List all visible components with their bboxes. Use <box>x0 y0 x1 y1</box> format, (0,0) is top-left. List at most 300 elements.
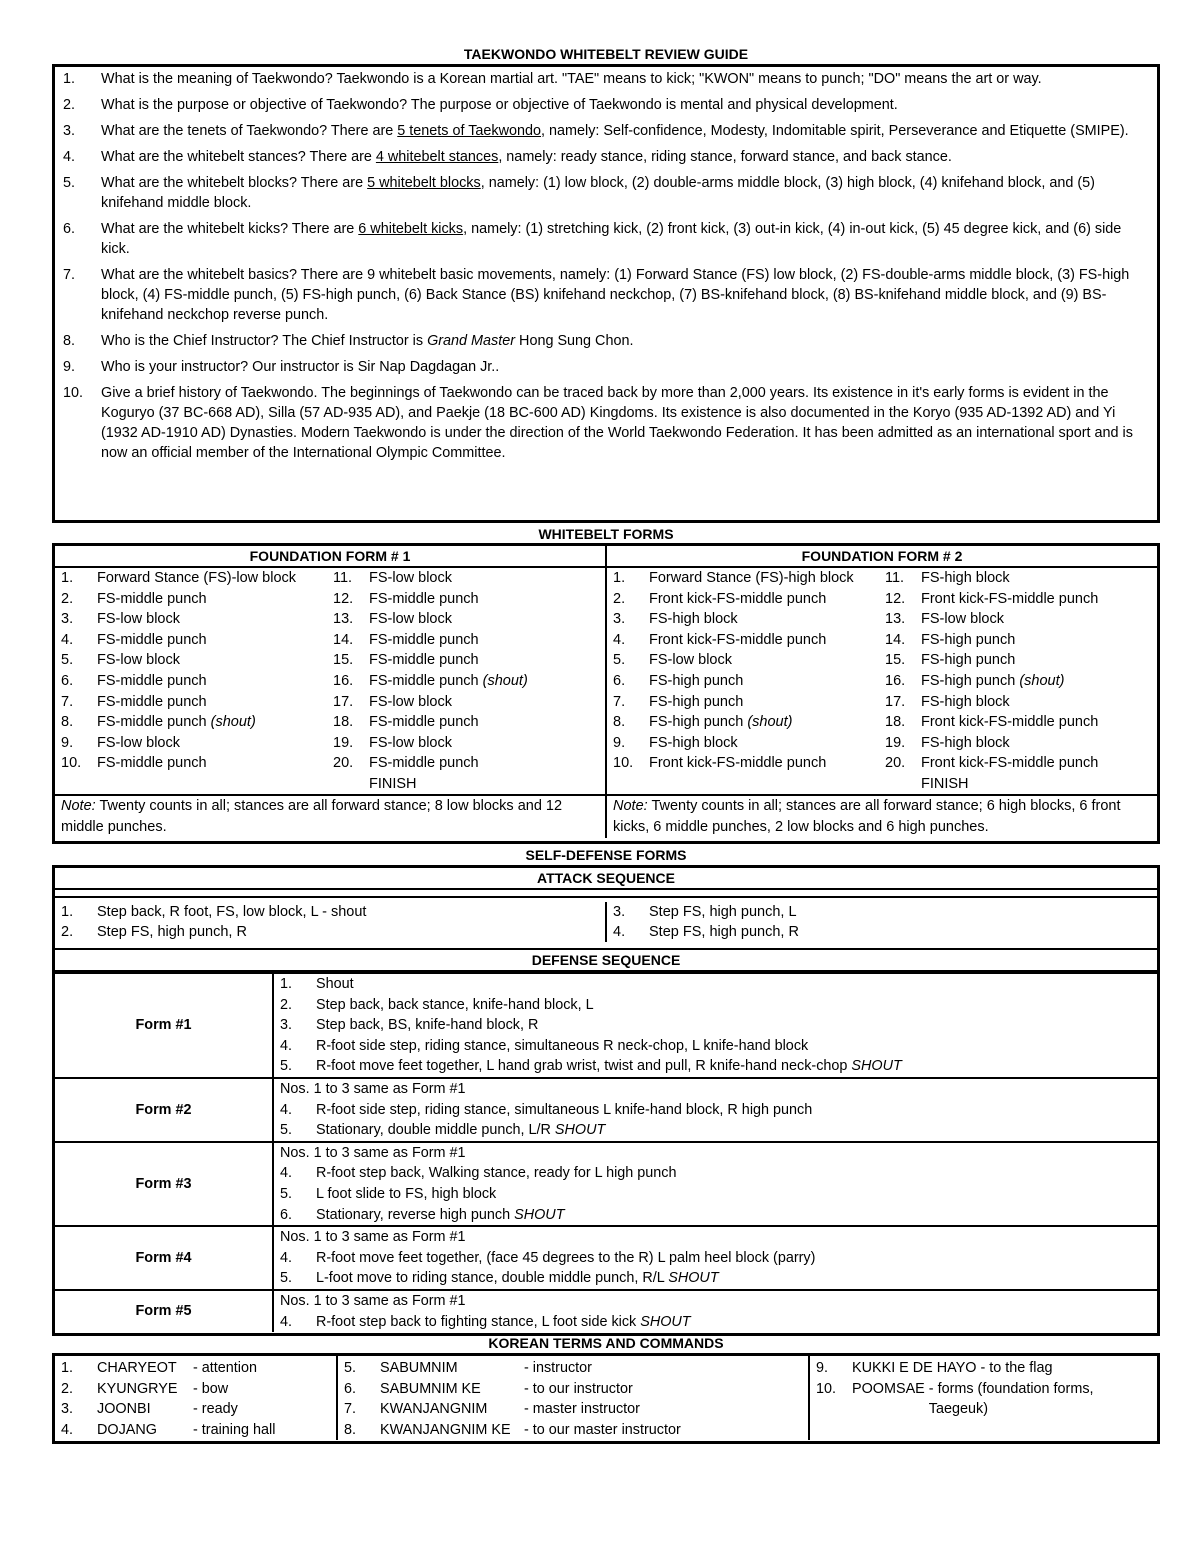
term-number: 9. <box>816 1360 829 1376</box>
underlined-count: 5 whitebelt blocks <box>367 175 481 191</box>
term-meaning: - master instructor <box>524 1401 640 1418</box>
step-number: 5. <box>280 1185 293 1202</box>
defense-form-name: Form #1 <box>55 973 273 1078</box>
defense-table <box>55 972 1157 1332</box>
step-text: R-foot move feet together, L hand grab wrist, twist and pull, R knife-hand neck-chop SHOUT <box>316 1058 902 1075</box>
defense-form-row <box>55 1226 1157 1290</box>
step-text: FS-high punch <box>921 631 1016 648</box>
step-text: Nos. 1 to 3 same as Form #1 <box>280 1144 466 1161</box>
step-number: 5. <box>61 652 74 669</box>
step-text: Step FS, high punch, R <box>649 924 799 940</box>
term-item <box>344 1399 802 1420</box>
form-column <box>885 568 1157 794</box>
defense-step <box>280 1268 1151 1289</box>
form-step <box>613 671 885 692</box>
form-column <box>613 568 885 794</box>
step-number: 1. <box>280 976 293 992</box>
form-step <box>61 671 333 692</box>
selfdef-title: SELF-DEFENSE FORMS <box>525 847 687 863</box>
step-text: FS-middle punch <box>97 672 207 689</box>
step-text: Front kick-FS-middle punch <box>649 590 827 607</box>
defense-form-steps <box>273 1290 1157 1332</box>
question-number: 7. <box>63 267 76 283</box>
question-text: What are the whitebelt basics? There are 9 whitebelt basic movements, namely: (1) Forward Stance (FS) low block, (2) FS-double-arms middle block, (3) FS-high block, (4) FS-middle punch, (5) FS-high punch, (6) Back Stance (BS) knifehand neckchop, (7) BS-knifehand block, (8) BS-knifehand middle block, and (9) BS-knifehand neckchop reverse punch. <box>101 267 1130 323</box>
defense-form-name: Form #3 <box>55 1142 273 1226</box>
form-step <box>333 753 605 774</box>
step-number: 15. <box>333 652 354 669</box>
attack-step <box>613 922 1157 942</box>
step-text: FS-high punch (shout) <box>921 672 1065 689</box>
question-text: What are the tenets of Taekwondo? There are 5 tenets of Taekwondo, namely: Self-confidence, Modesty, Indomitable spirit, Perseverance and Etiquette (SMIPE). <box>101 123 1129 139</box>
term-meaning: - to our instructor <box>524 1380 633 1397</box>
term-word: KWANJANGNIM KE <box>380 1421 511 1438</box>
term-word: KYUNGRYE <box>97 1380 178 1397</box>
shout-note: SHOUT <box>640 1313 691 1330</box>
defense-step <box>280 1015 1151 1036</box>
title-italic: Grand Master <box>427 333 516 349</box>
shout-note: SHOUT <box>851 1058 902 1075</box>
terms-column <box>809 1356 1157 1440</box>
step-text: FS-high punch (shout) <box>649 714 793 731</box>
form-step <box>333 589 605 610</box>
attack-step <box>613 902 1157 922</box>
form-step <box>333 671 605 692</box>
step-text: FS-middle punch <box>97 693 207 710</box>
form-step <box>885 568 1157 589</box>
forms-title: WHITEBELT FORMS <box>538 526 674 542</box>
step-number: 1. <box>613 570 626 586</box>
step-text: Step FS, high punch, L <box>649 904 797 920</box>
defense-form-name: Form #5 <box>55 1290 273 1332</box>
step-text: FS-low block <box>97 611 180 628</box>
question-number: 9. <box>63 359 76 375</box>
question-text: Who is the Chief Instructor? The Chief Instructor is Grand Master Hong Sung Chon. <box>101 333 634 349</box>
step-number: 3. <box>61 611 74 628</box>
step-text: Step FS, high punch, R <box>97 924 247 940</box>
question-text: What is the purpose or objective of Taekwondo? The purpose or objective of Taekwondo is mental and physical development. <box>101 97 898 113</box>
step-number: 3. <box>613 904 626 920</box>
step-number: 17. <box>885 693 906 710</box>
form-step <box>61 589 333 610</box>
step-text: FS-high punch <box>921 652 1016 669</box>
step-text: FS-middle punch (shout) <box>97 714 256 731</box>
defense-step <box>280 995 1151 1016</box>
form-step <box>613 589 885 610</box>
step-text: FS-high block <box>921 693 1010 710</box>
step-text: FS-middle punch <box>369 631 479 648</box>
term-word: DOJANG <box>97 1421 157 1438</box>
step-text: Shout <box>316 976 354 992</box>
step-text: Step back, back stance, knife-hand block, L <box>316 996 594 1013</box>
step-text: Stationary, double middle punch, L/R SHOUT <box>316 1122 606 1139</box>
question-text: What are the whitebelt stances? There are 4 whitebelt stances, namely: ready stance, riding stance, forward stance, and back stance. <box>101 149 952 165</box>
question-item <box>63 357 1153 377</box>
shout-note: (shout) <box>210 714 256 731</box>
step-number: 3. <box>613 611 626 628</box>
question-number: 8. <box>63 333 76 349</box>
form-step <box>61 692 333 713</box>
step-number: 6. <box>61 672 74 689</box>
step-text: R-foot side step, riding stance, simultaneous L knife-hand block, R high punch <box>316 1101 813 1118</box>
step-number: 10. <box>613 755 634 772</box>
defense-form-row <box>55 1078 1157 1142</box>
question-item <box>63 265 1153 325</box>
defense-form-steps <box>273 1226 1157 1290</box>
step-number: 20. <box>333 755 354 772</box>
question-text: Who is your instructor? Our instructor is Sir Nap Dagdagan Jr.. <box>101 359 500 375</box>
step-number: 16. <box>333 672 354 689</box>
term-number: 10. <box>816 1380 837 1397</box>
step-text: L foot slide to FS, high block <box>316 1185 497 1202</box>
form-step <box>61 733 333 754</box>
form-step <box>333 630 605 651</box>
question-item <box>63 331 1153 351</box>
attack-header: ATTACK SEQUENCE <box>55 868 1157 890</box>
term-meaning: - to the flag <box>980 1360 1053 1376</box>
term-number: 3. <box>61 1401 74 1418</box>
step-number: 8. <box>61 714 74 731</box>
step-text: Nos. 1 to 3 same as Form #1 <box>280 1080 466 1097</box>
shout-note: SHOUT <box>554 1122 606 1139</box>
form-step <box>613 650 885 671</box>
whitebelt-forms-box <box>52 543 1160 844</box>
korean-title: KOREAN TERMS AND COMMANDS <box>488 1335 724 1351</box>
term-number: 2. <box>61 1380 74 1397</box>
step-number: 6. <box>613 672 626 689</box>
step-text: Nos. 1 to 3 same as Form #1 <box>280 1292 466 1309</box>
form-step <box>613 568 885 589</box>
term-word: JOONBI <box>97 1401 151 1418</box>
form-column <box>61 568 333 794</box>
shout-note: SHOUT <box>514 1206 565 1223</box>
term-item <box>344 1379 802 1400</box>
step-text: FS-low block <box>369 693 452 710</box>
form-step <box>613 609 885 630</box>
step-number: 6. <box>280 1206 293 1223</box>
underlined-count: 5 tenets of Taekwondo <box>397 123 542 139</box>
term-word: CHARYEOT <box>97 1360 177 1376</box>
question-text: Give a brief history of Taekwondo. The beginnings of Taekwondo can be traced back by more than 2,000 years. Its existence in it's early forms is evident in the Koguryo (37 BC-668 AD), Silla (57 AD-935 AD), and Paekje (18 BC-600 AD) Kingdoms. Its existence is also documented in the Koryo (935 AD-1392 AD) and Yi (1932 AD-1910 AD) Dynasties. Modern Taekwondo is under the direction of the World Taekwondo Federation. It has been admitted as an international sport and is now an official member of the International Olympic Committee. <box>101 385 1133 461</box>
defense-step <box>280 1100 1151 1121</box>
question-number: 3. <box>63 123 76 139</box>
form-step <box>885 630 1157 651</box>
step-text: FS-high block <box>921 734 1010 751</box>
step-number: 12. <box>885 590 906 607</box>
step-text: Stationary, reverse high punch SHOUT <box>316 1206 565 1223</box>
question-item <box>63 121 1153 141</box>
step-number: 4. <box>280 1249 293 1266</box>
defense-form-steps <box>273 1078 1157 1142</box>
underlined-count: 6 whitebelt kicks <box>358 221 464 237</box>
question-item <box>63 383 1153 463</box>
term-number: 5. <box>344 1360 357 1376</box>
defense-step <box>280 1184 1151 1205</box>
step-text: FS-low block <box>97 734 180 751</box>
term-meaning: - training hall <box>193 1421 276 1438</box>
shout-note: (shout) <box>1019 672 1065 689</box>
step-number: 13. <box>333 611 354 628</box>
term-word: POOMSAE <box>852 1380 925 1397</box>
form-step <box>333 692 605 713</box>
step-text: FS-middle punch <box>97 631 207 648</box>
step-number: 3. <box>280 1017 293 1034</box>
form2-header: FOUNDATION FORM # 2 <box>605 546 1157 566</box>
question-item <box>63 147 1153 167</box>
step-number: 16. <box>885 672 906 689</box>
shout-note: (shout) <box>747 714 793 731</box>
step-number: 5. <box>613 652 626 669</box>
defense-step <box>280 1163 1151 1184</box>
korean-terms-box <box>52 1353 1160 1444</box>
term-meaning: - attention <box>193 1360 257 1376</box>
step-text: Forward Stance (FS)-high block <box>649 570 854 586</box>
term-item <box>61 1358 330 1379</box>
form-step <box>61 753 333 774</box>
defense-form-name: Form #4 <box>55 1226 273 1290</box>
question-number: 5. <box>63 175 76 191</box>
term-item <box>61 1399 330 1420</box>
step-number: 4. <box>280 1037 293 1054</box>
question-number: 4. <box>63 149 76 165</box>
defense-step <box>280 974 1151 995</box>
question-item <box>63 219 1153 259</box>
step-text: FINISH <box>369 775 417 792</box>
step-number: 20. <box>885 755 906 772</box>
step-text: FS-middle punch (shout) <box>369 672 528 689</box>
defense-form-row <box>55 1290 1157 1332</box>
step-number: 14. <box>885 631 906 648</box>
step-number: 9. <box>61 734 74 751</box>
form-step <box>885 753 1157 774</box>
step-text: Step back, R foot, FS, low block, L - shout <box>97 904 367 920</box>
question-number: 6. <box>63 221 76 237</box>
step-text: Front kick-FS-middle punch <box>921 714 1099 731</box>
attack-step <box>61 922 605 942</box>
defense-form-steps <box>273 973 1157 1078</box>
step-number: 7. <box>613 693 626 710</box>
form1-note: Note: Twenty counts in all; stances are all forward stance; 8 low blocks and 12 middle punches. <box>61 798 563 835</box>
shout-note: SHOUT <box>668 1270 719 1287</box>
term-item <box>816 1358 1151 1379</box>
form-step <box>885 671 1157 692</box>
step-number: 19. <box>333 734 354 751</box>
form-step <box>613 712 885 733</box>
term-item <box>344 1358 802 1379</box>
term-item <box>344 1420 802 1441</box>
step-text: Front kick-FS-middle punch <box>649 755 827 772</box>
step-text: Nos. 1 to 3 same as Form #1 <box>280 1229 466 1246</box>
step-text: Front kick-FS-middle punch <box>649 631 827 648</box>
form-step <box>885 733 1157 754</box>
page-title: TAEKWONDO WHITEBELT REVIEW GUIDE <box>463 46 749 62</box>
form-step <box>333 568 605 589</box>
form-step <box>61 650 333 671</box>
step-number: 5. <box>280 1058 293 1075</box>
step-number: 12. <box>333 590 354 607</box>
defense-step <box>280 1079 1151 1100</box>
question-item <box>63 173 1153 213</box>
step-number: 17. <box>333 693 354 710</box>
step-number: 9. <box>613 734 626 751</box>
step-text: FS-high block <box>649 734 738 751</box>
defense-step <box>280 1291 1151 1312</box>
step-number: 1. <box>61 904 74 920</box>
term-word: SABUMNIM <box>380 1360 458 1376</box>
defense-step <box>280 1056 1151 1077</box>
step-number: 2. <box>61 924 74 940</box>
form-step <box>61 609 333 630</box>
step-text: FS-middle punch <box>369 652 479 669</box>
term-meaning: - ready <box>193 1401 238 1418</box>
term-number: 4. <box>61 1421 74 1438</box>
step-number: 19. <box>885 734 906 751</box>
step-number: 14. <box>333 631 354 648</box>
defense-step <box>280 1036 1151 1057</box>
terms-column <box>55 1356 337 1440</box>
question-number: 2. <box>63 97 76 113</box>
form-step <box>613 733 885 754</box>
defense-step <box>280 1312 1151 1333</box>
form2-note: Note: Twenty counts in all; stances are all forward stance; 6 high blocks, 6 front kicks, 6 middle punches, 2 low blocks and 6 high punches. <box>605 796 1157 838</box>
step-number: 4. <box>280 1165 293 1182</box>
step-text: FS-high block <box>649 611 738 628</box>
step-text: FS-middle punch <box>369 590 479 607</box>
form-step <box>885 609 1157 630</box>
step-number: 15. <box>885 652 906 669</box>
term-item <box>61 1420 330 1441</box>
shout-note: (shout) <box>482 672 528 689</box>
step-number <box>333 774 369 795</box>
term-number: 8. <box>344 1421 357 1438</box>
step-number: 4. <box>280 1101 293 1118</box>
term-number: 7. <box>344 1401 357 1418</box>
step-text: L-foot move to riding stance, double middle punch, R/L SHOUT <box>316 1270 719 1287</box>
question-number: 1. <box>63 71 76 87</box>
step-number <box>885 774 921 795</box>
step-number: 1. <box>61 570 74 586</box>
defense-form-steps <box>273 1142 1157 1226</box>
self-defense-box <box>52 865 1160 1336</box>
step-text: FS-middle punch <box>369 755 479 772</box>
step-text: FS-low block <box>649 652 732 669</box>
form-step <box>613 692 885 713</box>
step-number: 4. <box>613 924 626 940</box>
step-text: FS-low block <box>369 734 452 751</box>
form-step <box>333 650 605 671</box>
question-text: What are the whitebelt blocks? There are 5 whitebelt blocks, namely: (1) low block, (2) double-arms middle block, (3) high block, (4) knifehand block, and (5) knifehand middle block. <box>101 175 1095 211</box>
form-step <box>61 568 333 589</box>
step-number: 10. <box>61 755 82 772</box>
step-text: FINISH <box>921 775 969 792</box>
step-number: 8. <box>613 714 626 731</box>
term-meaning: - to our master instructor <box>524 1421 681 1438</box>
form-step <box>333 712 605 733</box>
form-step <box>333 774 605 795</box>
form-column <box>333 568 605 794</box>
form-step <box>61 630 333 651</box>
term-meaning: - instructor <box>524 1360 592 1376</box>
step-text: Step back, BS, knife-hand block, R <box>316 1017 539 1034</box>
review-questions-box <box>52 64 1160 523</box>
defense-step <box>280 1143 1151 1164</box>
step-text: R-foot step back to fighting stance, L foot side kick SHOUT <box>316 1313 691 1330</box>
step-number: 5. <box>280 1122 293 1139</box>
step-text: FS-low block <box>921 611 1004 628</box>
step-text: R-foot step back, Walking stance, ready for L high punch <box>316 1165 677 1182</box>
step-text: R-foot move feet together, (face 45 degrees to the R) L palm heel block (parry) <box>316 1249 816 1266</box>
defense-header: DEFENSE SEQUENCE <box>55 948 1157 972</box>
step-text: FS-middle punch <box>97 755 207 772</box>
form-step <box>613 753 885 774</box>
form-step <box>333 733 605 754</box>
underlined-count: 4 whitebelt stances <box>375 149 499 165</box>
form-step <box>885 774 1157 795</box>
step-text: FS-high punch <box>649 672 744 689</box>
step-number: 13. <box>885 611 906 628</box>
step-text: Forward Stance (FS)-low block <box>97 570 297 586</box>
question-item <box>63 69 1153 89</box>
step-number: 2. <box>280 996 293 1013</box>
defense-step <box>280 1227 1151 1248</box>
term-meaning: - forms (foundation forms, Taegeuk) <box>928 1380 1094 1418</box>
step-number: 7. <box>61 693 74 710</box>
step-number: 2. <box>613 590 626 607</box>
step-text: FS-high punch <box>649 693 744 710</box>
question-text: What is the meaning of Taekwondo? Taekwondo is a Korean martial art. "TAE" means to kick; "KWON" means to punch; "DO" means the art or way. <box>101 71 1042 87</box>
term-word: SABUMNIM KE <box>380 1380 481 1397</box>
form-step <box>613 630 885 651</box>
defense-form-row <box>55 1142 1157 1226</box>
question-text: What are the whitebelt kicks? There are 6 whitebelt kicks, namely: (1) stretching kick, (2) front kick, (3) out-in kick, (4) in-out kick, (5) 45 degree kick, and (6) side kick. <box>101 221 1122 257</box>
step-number: 18. <box>885 714 906 731</box>
attack-step <box>61 902 605 922</box>
question-number: 10. <box>63 385 84 401</box>
step-text: Front kick-FS-middle punch <box>921 755 1099 772</box>
form-step <box>885 650 1157 671</box>
defense-step <box>280 1205 1151 1226</box>
step-text: FS-low block <box>369 611 452 628</box>
form-step <box>333 609 605 630</box>
step-number: 18. <box>333 714 354 731</box>
defense-form-row <box>55 973 1157 1078</box>
step-number: 4. <box>280 1313 293 1330</box>
step-text: R-foot side step, riding stance, simultaneous R neck-chop, L knife-hand block <box>316 1037 809 1054</box>
form-step <box>885 712 1157 733</box>
term-word: KWANJANGNIM <box>380 1401 488 1418</box>
step-text: FS-middle punch <box>97 590 207 607</box>
step-text: Front kick-FS-middle punch <box>921 590 1099 607</box>
step-text: FS-middle punch <box>369 714 479 731</box>
step-number: 5. <box>280 1270 293 1287</box>
step-text: FS-high block <box>921 570 1010 586</box>
step-number: 4. <box>613 631 626 648</box>
step-number: 4. <box>61 631 74 648</box>
question-item <box>63 95 1153 115</box>
step-number: 2. <box>61 590 74 607</box>
term-item <box>61 1379 330 1400</box>
step-text: FS-low block <box>97 652 180 669</box>
term-number: 6. <box>344 1380 357 1397</box>
terms-column <box>337 1356 809 1440</box>
step-number: 11. <box>333 570 353 586</box>
term-meaning: - bow <box>193 1380 229 1397</box>
step-number: 11. <box>885 570 905 586</box>
term-word: KUKKI E DE HAYO <box>852 1360 977 1376</box>
step-text: FS-low block <box>369 570 452 586</box>
defense-step <box>280 1120 1151 1141</box>
form1-header: FOUNDATION FORM # 1 <box>249 548 411 564</box>
defense-form-name: Form #2 <box>55 1078 273 1142</box>
